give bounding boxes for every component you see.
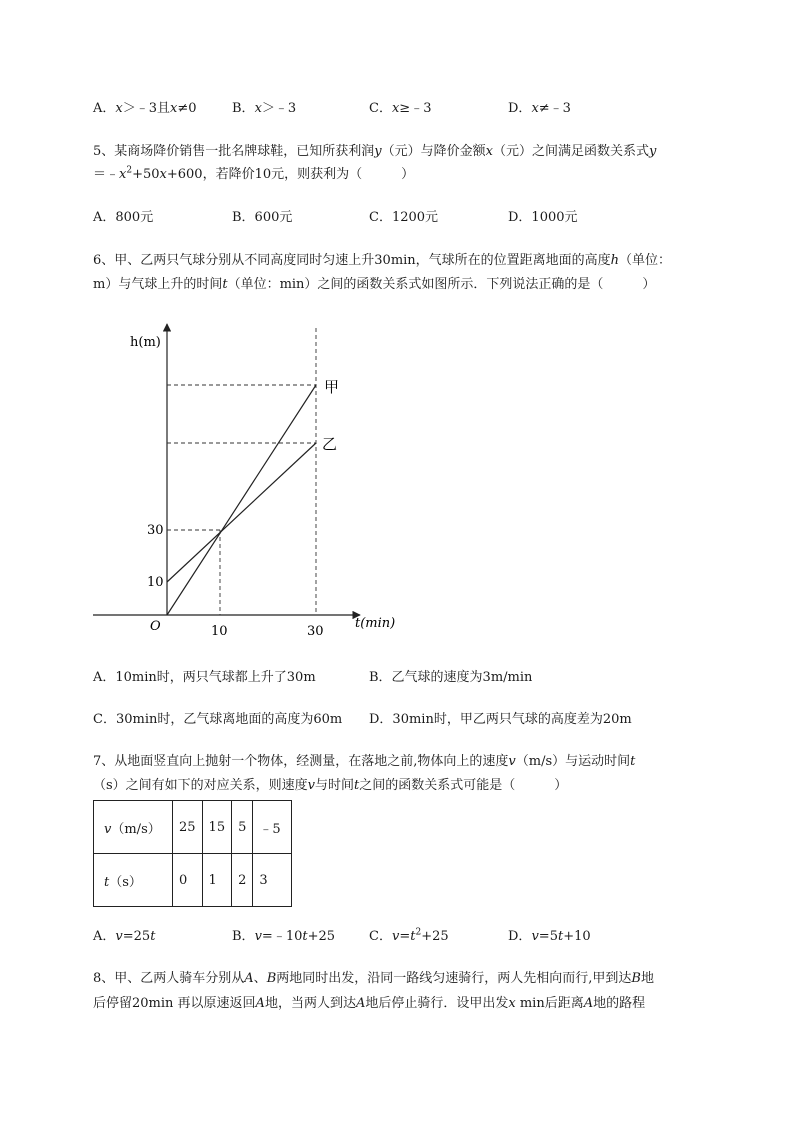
q7-stem-line2: （s）之间有如下的对应关系，则速度v与时间t之间的函数关系式可能是（ ） <box>93 778 568 793</box>
y-tick-10: 10 <box>147 575 164 590</box>
t-row-header: t（s） <box>94 854 173 907</box>
q5-option-c: C．1200元 <box>369 210 439 225</box>
q7-option-d: D．v=5t+10 <box>508 929 591 944</box>
x-tick-10: 10 <box>211 624 228 639</box>
jia-line <box>167 385 316 615</box>
velocity-time-table <box>93 800 292 907</box>
y-axis-label: h(m) <box>130 335 161 350</box>
table-cell: 0 <box>173 854 203 907</box>
table-cell: 2 <box>232 854 253 907</box>
origin-label: O <box>150 619 161 634</box>
y-tick-30: 30 <box>147 523 164 538</box>
q6-option-c: C．30min时，乙气球离地面的高度为60m <box>93 712 343 727</box>
q5-option-b: B．600元 <box>232 210 293 225</box>
q6-option-b: B．乙气球的速度为3m/min <box>369 670 533 685</box>
q5-stem-line1: 5、某商场降价销售一批名牌球鞋，已知所获利润y（元）与降价金额x（元）之间满足函数关系式y <box>93 144 657 159</box>
q5-stem-line2: $=﹣x^2+50x+600$，若降价10元，则获利为（ ） <box>93 165 415 182</box>
q6-stem-line1: 6、甲、乙两只气球分别从不同高度同时匀速上升30min，气球所在的位置距离地面的高度h（单位： <box>93 253 672 268</box>
q7-option-a: A．v=25t <box>93 929 156 944</box>
table-cell: ﹣5 <box>253 801 292 854</box>
v-row-header: v（m/s） <box>94 801 173 854</box>
table-cell: 3 <box>253 854 292 907</box>
table-cell: 15 <box>202 801 232 854</box>
q7-stem-line1: 7、从地面竖直向上抛射一个物体，经测量，在落地之前,物体向上的速度v（m/s）与运动时间t <box>93 754 636 769</box>
q7-option-c: C．$v=t^2+25$ <box>369 927 449 944</box>
q6-option-d: D．30min时，甲乙两只气球的高度差为20m <box>369 712 632 727</box>
q4-option-c: C．x≥﹣3 <box>369 101 432 116</box>
q6-stem-line2: m）与气球上升的时间t（单位：min）之间的函数关系式如图所示．下列说法正确的是（ ） <box>93 277 656 292</box>
yi-line <box>167 443 316 582</box>
x-tick-30: 30 <box>307 624 324 639</box>
q7-option-b: B．v=﹣10t+25 <box>232 929 336 944</box>
yi-label: 乙 <box>322 435 338 453</box>
table-row <box>94 801 292 854</box>
x-axis-label: t(min) <box>355 616 396 631</box>
q4-option-d: D．x≠﹣3 <box>508 101 571 116</box>
q5-option-a: A．800元 <box>93 210 154 225</box>
q4-option-b: B．x＞﹣3 <box>232 101 297 116</box>
q5-option-d: D．1000元 <box>508 210 578 225</box>
height-time-graph <box>85 318 405 648</box>
table-row <box>94 854 292 907</box>
table-cell: 1 <box>202 854 232 907</box>
jia-label: 甲 <box>324 378 340 396</box>
q4-option-a: A．x＞﹣3且x≠0 <box>93 101 197 116</box>
table-cell: 25 <box>173 801 203 854</box>
q8-stem-line1: 8、甲、乙两人骑车分别从A、B两地同时出发，沿同一路线匀速骑行，两人先相向而行,甲到达B地 <box>93 971 654 986</box>
q8-stem-line2: 后停留20min 再以原速返回A地，当两人到达A地后停止骑行．设甲出发x min后距离A地的路程 <box>93 996 646 1011</box>
q6-option-a: A．10min时，两只气球都上升了30m <box>93 670 316 685</box>
table-cell: 5 <box>232 801 253 854</box>
